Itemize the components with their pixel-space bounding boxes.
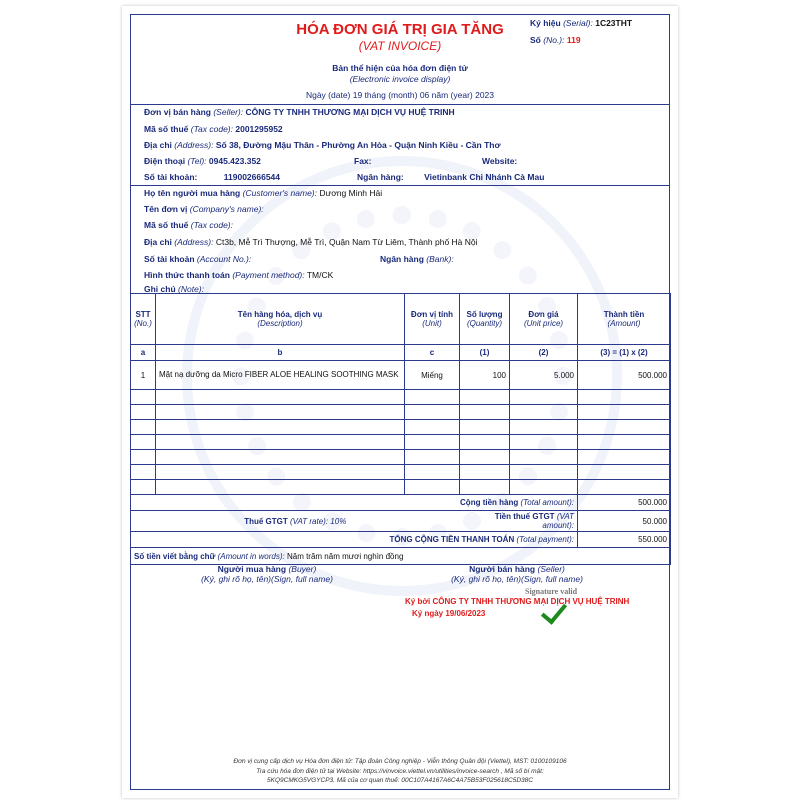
serial-label-en: (Serial):: [563, 18, 593, 28]
seller-tax-label-en: (Tax code):: [190, 124, 233, 134]
total-label-en: (Total payment):: [516, 535, 574, 544]
seller-name-row: [144, 107, 455, 117]
invoice-subtitle: (VAT INVOICE): [358, 39, 442, 53]
seller-sign-sub: (Ký, ghi rõ họ, tên)(Sign, full name): [451, 574, 583, 584]
buyer-name-value: Dương Minh Hải: [319, 188, 383, 198]
amount-words-value: Năm trăm năm mươi nghìn đồng: [286, 551, 404, 561]
header-price: Đơn giá: [528, 310, 559, 319]
header-no: STT: [135, 310, 151, 319]
display-label-vi: Bản thể hiện của hóa đơn điện tử: [332, 63, 468, 73]
buyer-tax-label: Mã số thuế: [144, 220, 189, 230]
empty-row: [131, 465, 671, 480]
signed-date-text: Ký ngày 19/06/2023: [412, 609, 486, 618]
no-label-en: (No.):: [543, 35, 565, 45]
payment-method-label-en: (Payment method):: [232, 270, 305, 280]
seller-name-label: Đơn vị bán hàng: [144, 107, 211, 117]
buyer-address-label: Địa chỉ: [144, 237, 172, 247]
buyer-tax-row: [144, 220, 233, 230]
buyer-address-row: [144, 237, 478, 247]
payment-method-label: Hình thức thanh toán: [144, 270, 230, 280]
no-label: Số: [530, 35, 541, 45]
table-header-row: [131, 294, 671, 345]
amount-words-label: Số tiền viết bằng chữ: [134, 551, 216, 561]
seller-tel-label: Điện thoại: [144, 156, 186, 166]
amount-words-row: [131, 548, 671, 565]
buyer-sign-sub: (Ký, ghi rõ họ, tên)(Sign, full name): [201, 574, 333, 584]
buyer-account-label-en: (Account No.):: [196, 254, 252, 264]
buyer-signature-block: [192, 564, 342, 584]
payment-method-value: TM/CK: [306, 270, 334, 280]
item-desc: Mặt nạ dưỡng da Micro FIBER ALOE HEALING SOOTHING MASK: [156, 361, 405, 390]
seller-fax-label: Fax:: [354, 156, 372, 166]
note-label: Ghi chú: [144, 284, 176, 294]
empty-row: [131, 420, 671, 435]
header-cell: [131, 294, 156, 345]
buyer-address-value: Ct3b, Mễ Trì Thượng, Mễ Trì, Quận Nam Từ Liêm, Thành phố Hà Nội: [215, 237, 478, 247]
index-cell: b: [156, 345, 405, 361]
header-cell: [405, 294, 460, 345]
seller-address-row: [144, 140, 501, 150]
header-desc: Tên hàng hóa, dịch vụ: [237, 310, 323, 319]
divider: [130, 185, 670, 186]
footer-provider: Đơn vị cung cấp dịch vụ Hóa đơn điện tử: Tập đoàn Công nghiệp - Viễn thông Quân đội (Viettel), MST: 0100109106: [233, 758, 567, 765]
total-label-cell: [131, 532, 578, 548]
buyer-company-label: Tên đơn vị: [144, 204, 188, 214]
subtotal-label-cell: [131, 495, 578, 511]
header-cell: [460, 294, 510, 345]
index-cell: (3) = (1) x (2): [578, 345, 671, 361]
vat-rate-label: Thuế GTGT: [244, 516, 288, 526]
header-amount: Thành tiền: [603, 310, 645, 319]
seller-tel-value: 0945.423.352: [208, 156, 261, 166]
buyer-company-label-en: (Company's name):: [189, 204, 264, 214]
serial-line: [530, 18, 632, 28]
footer-lookup: Tra cứu hóa đơn điện tử tại Website: https://vinvoice.viettel.vn/utilities/invoice-search , Mã số bí mật: 5KQ9CMKG5VGYCP3. Mã của cơ quan thuế: 00C107A4167A6C4A75B53F025618C5D38C: [256, 768, 544, 784]
display-label-en: (Electronic invoice display): [349, 74, 451, 84]
header-unit-en: (Unit): [422, 319, 442, 328]
seller-signature-block: [442, 564, 592, 584]
header-cell: [578, 294, 671, 345]
seller-bank-row: [357, 172, 544, 182]
total-label: TỔNG CỘNG TIỀN THANH TOÁN: [389, 535, 515, 544]
item-unit: Miếng: [405, 361, 460, 390]
seller-address-label: Địa chỉ: [144, 140, 172, 150]
total-value: 550.000: [578, 532, 671, 548]
invoice-date: Ngày (date) 19 tháng (month) 06 năm (year) 2023: [305, 90, 495, 100]
subtotal-row: [131, 495, 671, 511]
empty-row: [131, 480, 671, 495]
seller-bank-label: Ngân hàng:: [357, 172, 404, 182]
buyer-company-row: [144, 204, 264, 214]
header-cell: [510, 294, 578, 345]
vat-rate-cell: [131, 511, 460, 532]
subtotal-label-en: (Total amount):: [520, 498, 574, 507]
header-no-en: (No.): [134, 319, 152, 328]
seller-sign-title-en: (Seller): [537, 564, 565, 574]
total-row: [131, 532, 671, 548]
vat-amount-label: Tiền thuế GTGT: [494, 512, 555, 521]
vat-amount-label-en: (VAT amount):: [542, 512, 574, 530]
header-desc-en: (Description): [257, 319, 303, 328]
empty-row: [131, 435, 671, 450]
seller-tel-row: [144, 156, 261, 166]
buyer-name-row: [144, 188, 382, 198]
subtotal-label: Cộng tiền hàng: [460, 498, 519, 507]
buyer-account-label: Số tài khoản: [144, 254, 195, 264]
header-amount-en: (Amount): [607, 319, 641, 328]
invoice-title: HÓA ĐƠN GIÁ TRỊ GIA TĂNG: [296, 21, 504, 38]
seller-tax-label: Mã số thuế: [144, 124, 189, 134]
header-price-en: (Unit price): [523, 319, 564, 328]
seller-website-label: Website:: [482, 156, 518, 166]
seller-address-value: Số 38, Đường Mậu Thân - Phường An Hòa - Quận Ninh Kiều - Cần Thơ: [215, 140, 501, 150]
header-unit: Đơn vị tính: [410, 310, 454, 319]
seller-name-label-en: (Seller):: [213, 107, 244, 117]
item-price: 5.000: [510, 361, 578, 390]
buyer-sign-title-en: (Buyer): [288, 564, 317, 574]
header-cell: [156, 294, 405, 345]
buyer-bank-row: [380, 254, 454, 264]
header-qty-en: (Quantity): [466, 319, 503, 328]
signed-by-text: Ký bởi CÔNG TY TNHH THƯƠNG MẠI DỊCH VỤ HUỆ TRINH: [405, 597, 630, 606]
table-row: [131, 361, 671, 390]
buyer-name-label-en: (Customer's name):: [242, 188, 318, 198]
index-cell: (2): [510, 345, 578, 361]
seller-account-value: 119002666544: [223, 172, 281, 182]
buyer-bank-label-en: (Bank):: [426, 254, 454, 264]
index-cell: c: [405, 345, 460, 361]
buyer-address-label-en: (Address):: [174, 237, 214, 247]
note-label-en: (Note):: [178, 284, 204, 294]
items-table: [130, 293, 671, 565]
serial-label: Ký hiệu: [530, 18, 561, 28]
seller-tax-row: [144, 124, 283, 134]
header-qty: Số lượng: [466, 310, 503, 319]
vat-amount-value: 50.000: [578, 511, 671, 532]
seller-sign-title: Người bán hàng: [469, 564, 536, 574]
empty-row: [131, 390, 671, 405]
item-no: 1: [131, 361, 156, 390]
index-cell: (1): [460, 345, 510, 361]
index-cell: a: [131, 345, 156, 361]
seller-name-value: CÔNG TY TNHH THƯƠNG MẠI DỊCH VỤ HUỆ TRINH: [245, 107, 455, 117]
buyer-bank-label: Ngân hàng: [380, 254, 424, 264]
amount-words-cell: [131, 548, 671, 565]
seller-account-label: Số tài khoản:: [144, 172, 198, 182]
invoice-no-line: [530, 35, 581, 45]
item-qty: 100: [460, 361, 510, 390]
amount-words-label-en: (Amount in words):: [217, 551, 285, 561]
vat-row: [131, 511, 671, 532]
empty-row: [131, 405, 671, 420]
seller-tel-label-en: (Tel):: [187, 156, 207, 166]
signature-valid-text: Signature valid: [525, 587, 578, 596]
vat-rate-label-en: (VAT rate): 10%: [289, 516, 347, 526]
vat-amount-cell: [460, 511, 578, 532]
serial-value: 1C23THT: [595, 18, 633, 28]
buyer-account-row: [144, 254, 251, 264]
divider: [130, 104, 670, 105]
no-value: 119: [566, 35, 581, 45]
invoice-page: [122, 6, 678, 798]
buyer-tax-label-en: (Tax code):: [190, 220, 233, 230]
item-amount: 500.000: [578, 361, 671, 390]
buyer-name-label: Họ tên người mua hàng: [144, 188, 241, 198]
seller-account-row: [144, 172, 280, 182]
seller-address-label-en: (Address):: [174, 140, 214, 150]
seller-bank-value: Vietinbank Chi Nhánh Cà Mau: [424, 172, 545, 182]
buyer-payment-row: [144, 270, 333, 280]
table-index-row: [131, 345, 671, 361]
empty-row: [131, 450, 671, 465]
buyer-sign-title: Người mua hàng: [217, 564, 287, 574]
seller-tax-value: 2001295952: [235, 124, 283, 134]
subtotal-value: 500.000: [578, 495, 671, 511]
